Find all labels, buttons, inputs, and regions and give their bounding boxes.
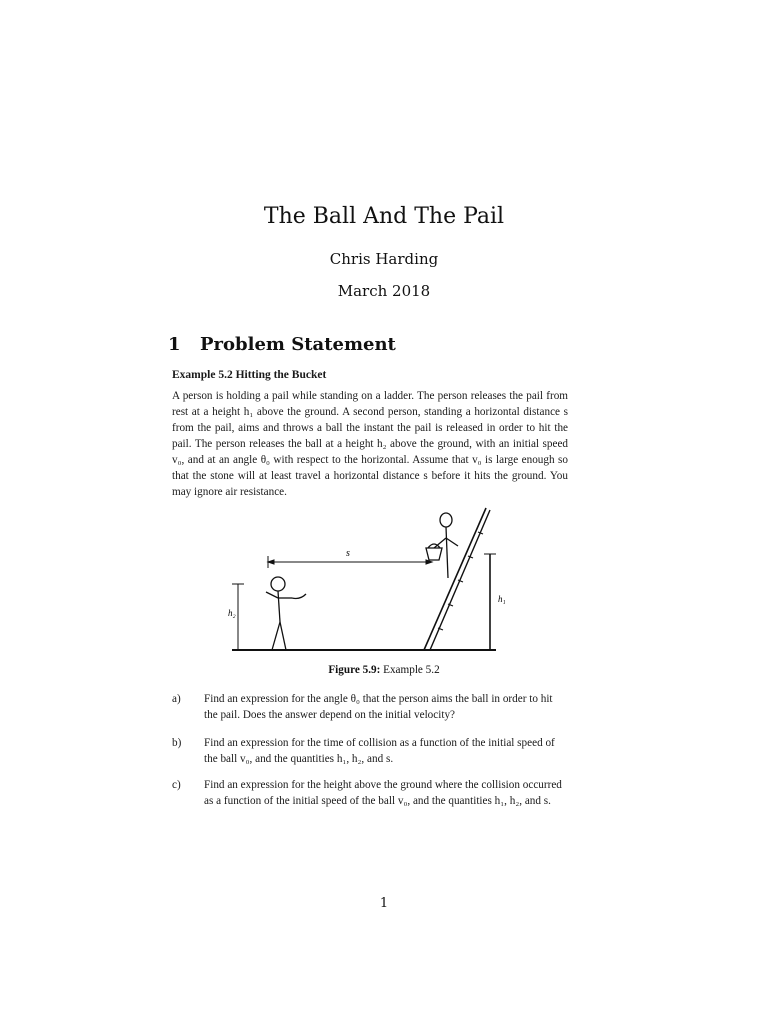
question-label: b): [172, 737, 182, 749]
question-label: c): [172, 779, 181, 791]
distance-s-marker: [268, 556, 432, 568]
author-name: Chris Harding: [329, 250, 439, 268]
question-a: [172, 691, 572, 723]
figure-ball-and-pail: [228, 506, 508, 656]
question-b: [172, 735, 572, 767]
label-h2: h₂: [228, 608, 236, 618]
question-c: [172, 777, 572, 809]
figure-caption: [0, 664, 768, 676]
section-heading: [168, 334, 396, 355]
paper-date: March 2018: [337, 282, 431, 300]
paper-title: The Ball And The Pail: [263, 204, 505, 229]
question-text: Find an expression for the time of collision as a function of the initial speed of the ball v₀, and the quantities h₁, h₂, and s.: [204, 737, 555, 765]
person-throwing: [266, 577, 306, 650]
question-label: a): [172, 693, 181, 705]
problem-text: A person is holding a pail while standing on a ladder. The person releases the pail from rest at a height h₁ above the ground. A second person, standing a horizontal distance s from the pail, aims and throws a ball the instant the pail is released in order to hit the pail. The person releases the ball at a height h₂ above the ground, with an initial speed v₀, and at an angle θ₀ with respect to the horizontal. Assume that v₀ is large enough so that the stone will at least travel a horizontal distance s before it hits the ground. You may ignore air resistance.: [172, 390, 568, 498]
example-title: Example 5.2 Hitting the Bucket: [172, 369, 327, 381]
pail: [426, 544, 442, 560]
ladder: [424, 508, 490, 650]
height-h1-marker: [484, 554, 496, 650]
page-number: 1: [379, 896, 389, 911]
section-number: 1: [168, 334, 181, 355]
label-h1: h₁: [498, 594, 506, 604]
question-text: Find an expression for the angle θ₀ that the person aims the ball in order to hit the pail. Does the answer depend on the initial velocity?: [204, 693, 553, 721]
figure-caption-label: Figure 5.9:: [328, 664, 381, 676]
label-s: s: [346, 548, 350, 559]
figure-caption-text: Example 5.2: [383, 664, 440, 676]
section-title: Problem Statement: [200, 334, 396, 355]
question-text: Find an expression for the height above the ground where the collision occurred as a function of the initial speed of the ball v₀, and the quantities h₁, h₂, and s.: [204, 779, 562, 807]
